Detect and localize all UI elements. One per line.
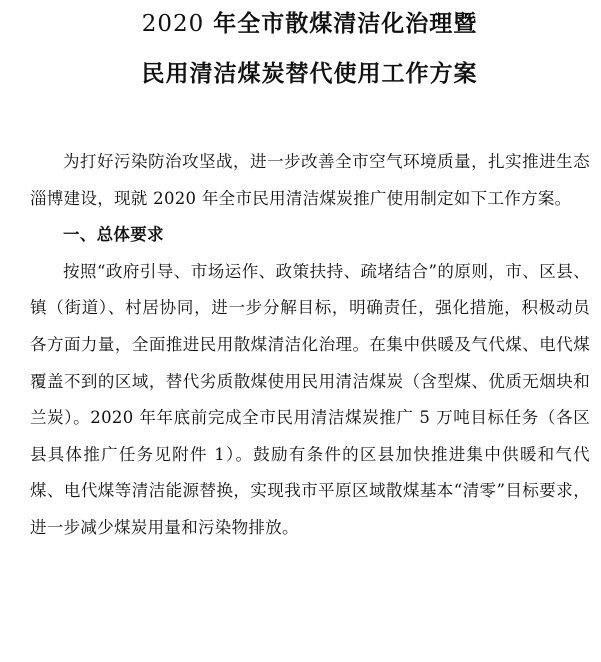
section-1-heading: 一、总体要求	[63, 225, 164, 245]
title-year: 2020	[141, 11, 205, 37]
section-1-paragraph: 按照“政府引导、市场运作、政策扶持、疏堵结合”的原则，市、区县、镇（街道）、村居协同，进一步分解目标，明确责任，强化措施，积极动员各方面力量，全面推进民用散煤清洁化治理。在集中供暖及气代煤、电代煤覆盖不到的区域，替代劣质散煤使用民用清洁煤炭（含型煤、优质无烟块和兰炭）。2020 年年底前完成全市民用清洁煤炭推广 5 万吨目标任务（各区县具体推广任务见附件 1）。鼓励有条件的区县加快推进集中供暖和气代煤、电代煤等清洁能源替换，实现我市平原区域散煤基本“清零”目标要求，进一步减少煤炭用量和污染物排放。	[30, 261, 590, 537]
document-body	[30, 144, 590, 547]
document-title-line-2: 民用清洁煤炭替代使用工作方案	[141, 61, 478, 87]
title-line-1-text: 年全市散煤清洁化治理暨	[204, 11, 478, 37]
document-title-line-1	[30, 0, 589, 36]
intro-paragraph: 为打好污染防治攻坚战，进一步改善全市空气环境质量，扎实推进生态淄博建设，现就 2020 年全市民用清洁煤炭推广使用制定如下工作方案。	[30, 152, 590, 208]
